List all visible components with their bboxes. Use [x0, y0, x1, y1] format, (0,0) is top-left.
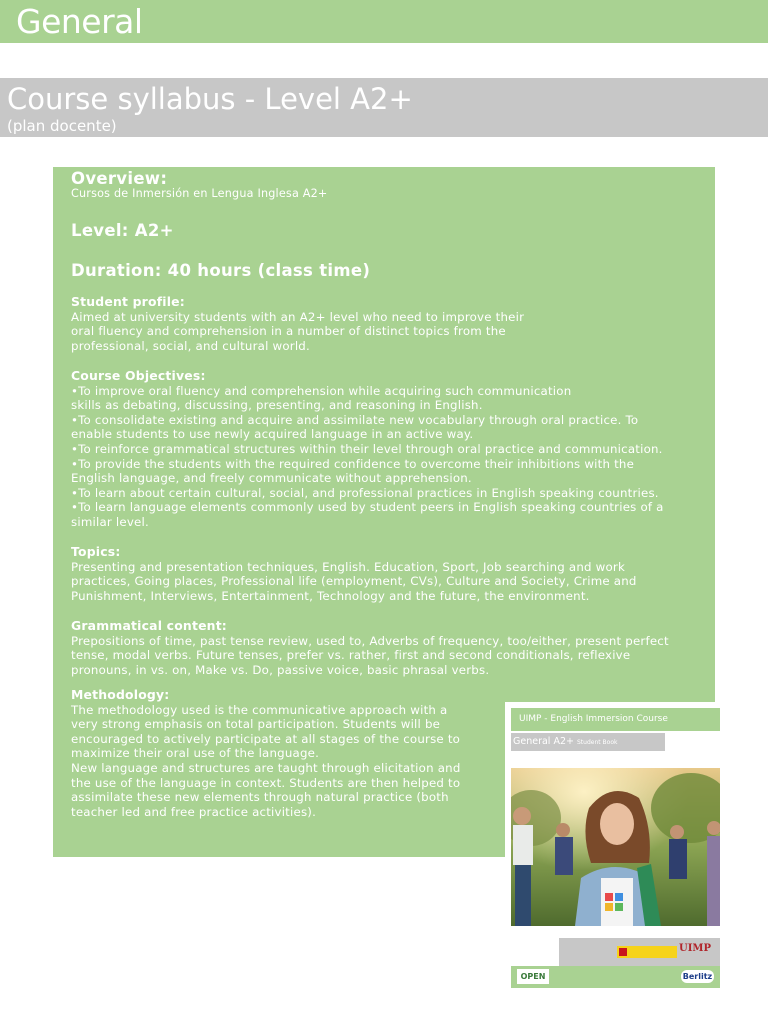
topics-line: practices, Going places, Professional life (employment, CVs), Culture and Society, Crime and	[71, 574, 637, 589]
objective-line: English language, and freely communicate without apprehension.	[71, 471, 472, 486]
grammar-line: tense, modal verbs. Future tenses, prefer vs. rather, first and second conditionals, reflexive	[71, 648, 631, 663]
objectives-heading: Course Objectives:	[71, 368, 206, 383]
level-heading: Level: A2+	[71, 221, 174, 240]
student-profile-heading: Student profile:	[71, 294, 185, 309]
methodology-line: the use of the language in context. Students are then helped to	[71, 775, 461, 790]
cover-subtitle: General A2+	[513, 736, 574, 747]
methodology-line: encouraged to actively participate at all stages of the course to	[71, 731, 461, 746]
student-profile-line: professional, social, and cultural world.	[71, 338, 310, 353]
objectives-section	[71, 369, 664, 530]
student-profile-section	[71, 295, 524, 353]
uimp-logo: UIMP	[679, 943, 711, 954]
methodology-section	[71, 688, 461, 819]
student-profile-line: oral fluency and comprehension in a number of distinct topics from the	[71, 324, 506, 339]
methodology-line: The methodology used is the communicative approach with a	[71, 702, 448, 717]
page-title: Course syllabus - Level A2+	[7, 82, 413, 116]
objective-line: •To learn language elements commonly used by student peers in English speaking countries of a	[71, 500, 664, 515]
duration-heading: Duration: 40 hours (class time)	[71, 261, 371, 280]
overview-subheading: Cursos de Inmersión en Lengua Inglesa A2+	[71, 187, 328, 200]
overview-heading: Overview:	[71, 169, 168, 188]
book-cover	[505, 702, 725, 998]
header-band	[0, 0, 768, 43]
logo-bar	[559, 938, 720, 966]
title-band	[0, 78, 768, 137]
methodology-heading: Methodology:	[71, 687, 170, 702]
topics-line: Punishment, Interviews, Entertainment, Technology and the future, the environment.	[71, 588, 590, 603]
cover-subtitle-small: Student Book	[577, 739, 618, 746]
objective-line: •To learn about certain cultural, social, and professional practices in English speaking countries.	[71, 485, 659, 500]
methodology-line: very strong emphasis on total participation. Students will be	[71, 717, 441, 732]
opem-logo: OPEN	[517, 969, 549, 984]
spanish-ministry-logo	[617, 946, 677, 958]
logo-bar-green	[511, 966, 720, 988]
topics-heading: Topics:	[71, 544, 121, 559]
grammar-line: pronouns, in vs. on, Make vs. Do, passive voice, basic phrasal verbs.	[71, 662, 490, 677]
topics-section	[71, 545, 637, 603]
students-photo	[511, 768, 720, 926]
methodology-line: teacher led and free practice activities).	[71, 804, 317, 819]
topics-line: Presenting and presentation techniques, English. Education, Sport, Job searching and work	[71, 559, 625, 574]
methodology-line: assimilate these new elements through natural practice (both	[71, 790, 449, 805]
section-title: General	[16, 2, 143, 41]
student-profile-line: Aimed at university students with an A2+ level who need to improve their	[71, 309, 525, 324]
objective-line: •To reinforce grammatical structures within their level through oral practice and communication.	[71, 441, 663, 456]
grammar-line: Prepositions of time, past tense review, used to, Adverbs of frequency, too/either, present perfect	[71, 633, 669, 648]
objective-line: skills as debating, discussing, presenting, and reasoning in English.	[71, 398, 483, 413]
objective-line: •To consolidate existing and acquire and assimilate new vocabulary through oral practice. To	[71, 412, 639, 427]
objective-line: similar level.	[71, 514, 149, 529]
objective-line: •To improve oral fluency and comprehension while acquiring such communication	[71, 383, 572, 398]
berlitz-logo: Berlitz	[682, 972, 713, 981]
page-subtitle: (plan docente)	[7, 117, 117, 135]
methodology-line: maximize their oral use of the language.	[71, 746, 320, 761]
objective-line: enable students to use newly acquired language in an active way.	[71, 427, 474, 442]
crest-icon	[619, 948, 627, 956]
grammar-heading: Grammatical content:	[71, 618, 227, 633]
cover-subtitle-bar	[511, 733, 665, 751]
grammar-section	[71, 619, 669, 677]
objective-line: •To provide the students with the required confidence to overcome their inhibitions with the	[71, 456, 635, 471]
methodology-line: New language and structures are taught through elicitation and	[71, 760, 461, 775]
cover-banner: UIMP - English Immersion Course	[511, 708, 720, 731]
